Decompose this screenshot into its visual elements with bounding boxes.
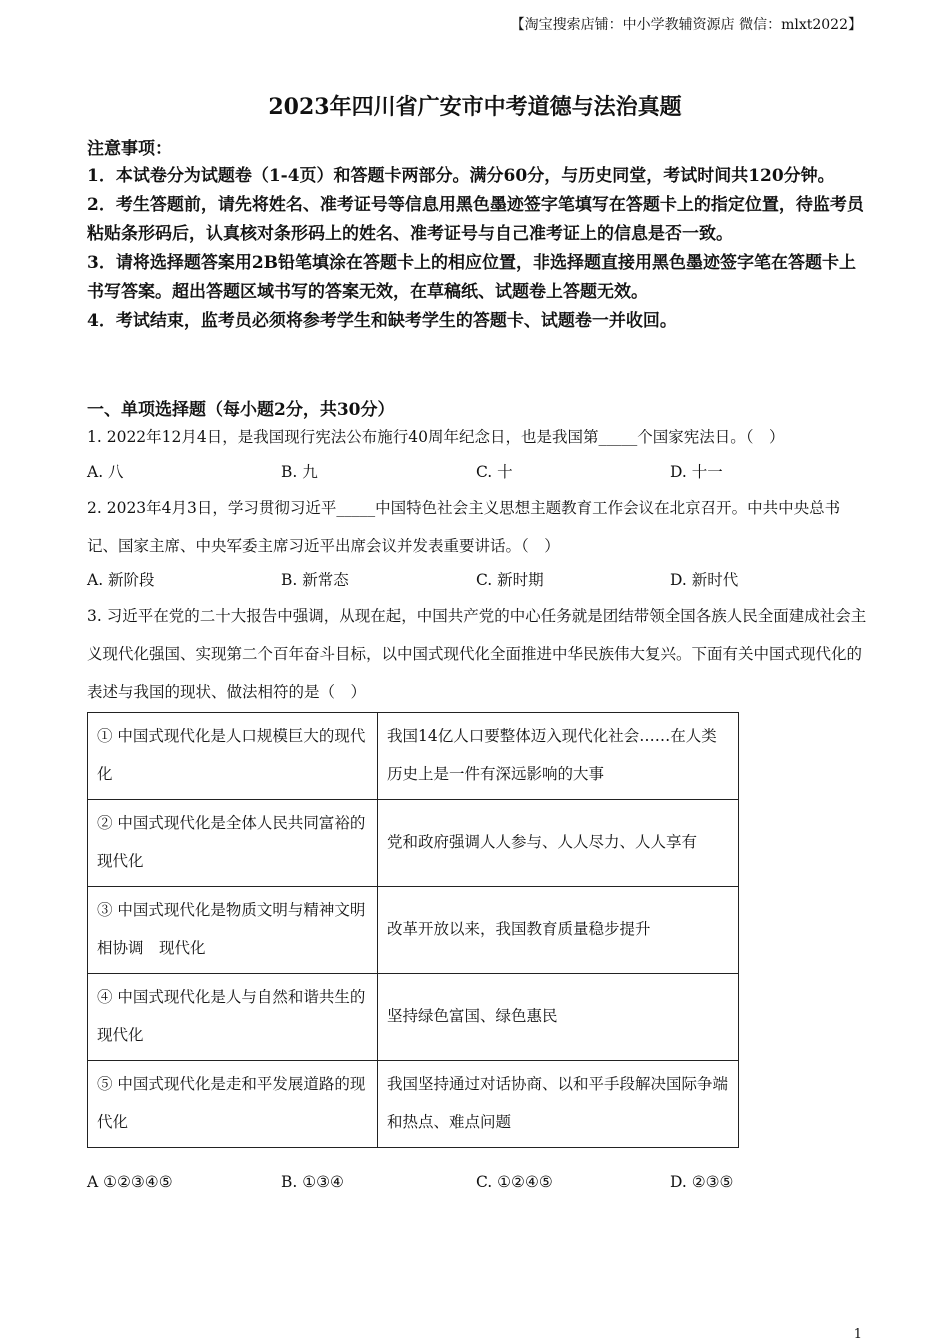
option-b: B. ①③④ xyxy=(281,1173,344,1191)
option-d: D. 新时代 xyxy=(670,571,739,589)
table-row xyxy=(88,1061,739,1148)
notice-item: 4．考试结束，监考员必须将参考学生和缺考学生的答题卡、试题卷一并收回。 xyxy=(87,311,677,331)
option-c: C. 十 xyxy=(476,463,513,481)
section-heading: 一、单项选择题（每小题2分，共30分） xyxy=(87,400,395,420)
page-title: 2023年四川省广安市中考道德与法治真题 xyxy=(268,94,682,120)
table-cell: 党和政府强调人人参与、人人尽力、人人享有 xyxy=(378,800,739,887)
page-number: 1 xyxy=(853,1327,862,1342)
question-1-stem xyxy=(87,418,867,456)
option-a: A. 新阶段 xyxy=(87,571,155,589)
option-a: A. 八 xyxy=(87,463,124,481)
notice-item: 3．请将选择题答案用2B铅笔填涂在答题卡上的相应位置，非选择题直接用黑色墨迹签字笔在答题卡上书写答案。超出答题区域书写的答案无效，在草稿纸、试题卷上答题无效。 xyxy=(87,253,857,302)
option-c: C. ①②④⑤ xyxy=(476,1173,553,1191)
question-stem: 3. 习近平在党的二十大报告中强调，从现在起，中国共产党的中心任务就是团结带领全国各族人民全面建成社会主义现代化强国、实现第二个百年奋斗目标，以中国式现代化全面推进中华民族伟大复兴。下面有关中国式现代化的表述与我国的现状、做法相符的是（ ） xyxy=(87,607,867,701)
option-d: D. 十一 xyxy=(670,463,723,481)
question-3-options xyxy=(87,1173,867,1203)
table-cell: 坚持绿色富国、绿色惠民 xyxy=(378,974,739,1061)
comparison-table xyxy=(87,712,739,1148)
table-cell: ② 中国式现代化是全体人民共同富裕的现代化 xyxy=(88,800,378,887)
option-b: B. 新常态 xyxy=(281,571,349,589)
table-cell: ④ 中国式现代化是人与自然和谐共生的现代化 xyxy=(88,974,378,1061)
table-cell: ⑤ 中国式现代化是走和平发展道路的现代化 xyxy=(88,1061,378,1148)
option-a: A ①②③④⑤ xyxy=(87,1173,173,1191)
table-cell: 我国14亿人口要整体迈入现代化社会……在人类历史上是一件有深远影响的大事 xyxy=(378,713,739,800)
option-d: D. ②③⑤ xyxy=(670,1173,734,1191)
notice-list xyxy=(87,162,867,336)
table-row xyxy=(88,800,739,887)
header-note: 【淘宝搜索店铺：中小学教辅资源店 微信：mlxt2022】 xyxy=(510,17,862,33)
question-2-stem xyxy=(87,489,867,565)
option-b: B. 九 xyxy=(281,463,318,481)
table-row xyxy=(88,887,739,974)
option-c: C. 新时期 xyxy=(476,571,544,589)
table-cell: 改革开放以来，我国教育质量稳步提升 xyxy=(378,887,739,974)
question-stem: 2. 2023年4月3日，学习贯彻习近平_____中国特色社会主义思想主题教育工作会议在北京召开。中共中央总书记、国家主席、中央军委主席习近平出席会议并发表重要讲话。（ ） xyxy=(87,499,841,555)
table-row xyxy=(88,713,739,800)
notice-item: 2．考生答题前，请先将姓名、准考证号等信息用黑色墨迹签字笔填写在答题卡上的指定位置，待监考员粘贴条形码后，认真核对条形码上的姓名、准考证号与自己准考证上的信息是否一致。 xyxy=(87,195,864,244)
table-cell: ① 中国式现代化是人口规模巨大的现代化 xyxy=(88,713,378,800)
table-row xyxy=(88,974,739,1061)
question-2-options xyxy=(87,568,867,598)
question-1-options xyxy=(87,460,867,490)
table-cell: ③ 中国式现代化是物质文明与精神文明相协调 现代化 xyxy=(88,887,378,974)
question-stem: 1. 2022年12月4日，是我国现行宪法公布施行40周年纪念日，也是我国第_____个国家宪法日。（ ） xyxy=(87,428,785,446)
question-3-stem xyxy=(87,597,867,711)
notice-heading: 注意事项： xyxy=(87,139,172,159)
table-cell: 我国坚持通过对话协商、以和平手段解决国际争端和热点、难点问题 xyxy=(378,1061,739,1148)
notice-item: 1．本试卷分为试题卷（1-4页）和答题卡两部分。满分60分，与历史同堂，考试时间共120分钟。 xyxy=(87,166,835,186)
